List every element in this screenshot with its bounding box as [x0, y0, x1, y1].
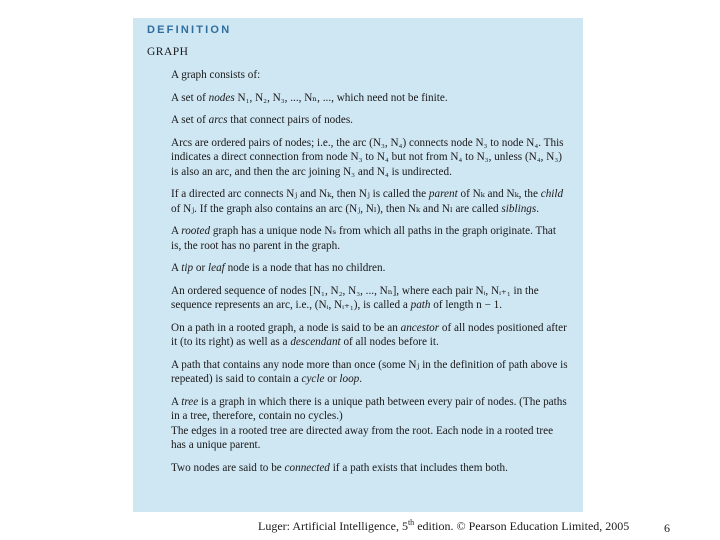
definition-paragraph: A rooted graph has a unique node Nₛ from which all paths in the graph originate. That is, the root has no parent in the graph.: [171, 225, 556, 252]
page-number: 6: [664, 521, 670, 535]
citation-suffix: edition. © Pearson Education Limited, 2005: [414, 519, 630, 533]
definition-heading: DEFINITION: [147, 24, 232, 36]
footer-citation: [258, 519, 629, 534]
definition-paragraph: A set of arcs that connect pairs of nodes.: [171, 114, 353, 127]
definition-paragraph: A path that contains any node more than once (some Nⱼ in the definition of path above is repeated) is said to contain a cycle or loop.: [171, 358, 568, 386]
definition-paragraph: On a path in a rooted graph, a node is said to be an ancestor of all nodes positioned after it (to its right) as well as a descendant of all nodes before it.: [171, 321, 567, 349]
definition-content: [171, 68, 569, 475]
citation-prefix: Luger: Artificial Intelligence, 5: [258, 519, 408, 533]
graph-subheading: GRAPH: [147, 46, 189, 58]
definition-paragraph: If a directed arc connects Nⱼ and Nₖ, then Nⱼ is called the parent of Nₖ and Nₖ, the child of Nⱼ. If the graph also contains an arc (Nⱼ, Nₗ), then Nₖ and Nₗ are called siblings.: [171, 188, 564, 215]
definition-paragraph: An ordered sequence of nodes [N₁, N₂, N₃, ..., Nₙ], where each pair Nᵢ, Nᵢ₊₁ in the sequence represents an arc, i.e., (Nᵢ, Nᵢ₊₁), is called a path of length n − 1.: [171, 284, 539, 312]
definition-panel: [133, 18, 583, 512]
definition-paragraph: Two nodes are said to be connected if a path exists that includes them both.: [171, 461, 508, 474]
definition-paragraph: A tip or leaf node is a node that has no children.: [171, 262, 386, 275]
definition-paragraph: Arcs are ordered pairs of nodes; i.e., the arc (N₃, N₄) connects node N₃ to node N₄. This indicates a direct connection from node N₃ to N₄ but not from N₄ to N₃, unless (N₄, N₃) is also an arc, and then the arc joining N₃ and N₄ is undirected.: [171, 136, 564, 178]
definition-paragraph: The edges in a rooted tree are directed away from the root. Each node in a rooted tree has a unique parent.: [171, 424, 554, 451]
citation-superscript: th: [407, 518, 415, 527]
definition-paragraph: A graph consists of:: [171, 69, 261, 81]
definition-paragraph: A tree is a graph in which there is a unique path between every pair of nodes. (The paths in a tree, therefore, contain no cycles.): [171, 395, 567, 423]
definition-paragraph: A set of nodes N₁, N₂, N₃, ..., Nₙ, ..., which need not be finite.: [171, 91, 448, 104]
